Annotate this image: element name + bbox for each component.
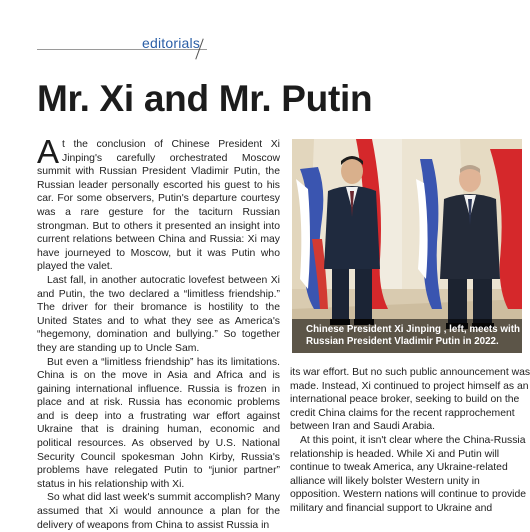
text-line: between Iran and Saudi Arabia. xyxy=(290,421,435,433)
photo-caption xyxy=(306,324,520,348)
article-paragraph xyxy=(37,133,280,274)
article-paragraph: Last fall, in another autocratic lovefest between Xi and Putin, the two declared a “limitless friendship.” The driver for their bromance is hostility to the United States and to what they see as America's “hegemony, domination and bullying.” So together they are standing up to Uncle Sam. xyxy=(37,274,280,354)
text-line: continue to tweak America, any Ukraine-related xyxy=(290,462,508,474)
article-left-column xyxy=(37,133,280,532)
text-line: At this point, it isn't clear where the China-Russia xyxy=(300,434,526,446)
article-paragraph: But even a “limitless friendship” has its limitations. China is on the move in Asia and Africa and is gaining international influence. Russia is frozen in place and at risk. Russia has economic problems and is deep into a frustrating war effort against Ukraine that is draining human, economic and political resources. As observed by U.S. National Security Council spokesman John Kirby, Russia's problems have relegated Putin to “junior partner” status in his relationship with Xi. xyxy=(37,356,280,490)
paragraph-text: t the conclusion of Chinese President Xi Jinping's carefully orchestrated Moscow summit with Russian President Vladimir Putin, the Russian leader personally escorted his guest to his car. For some observers, Putin's departure courtesy was a rare gesture for the taciturn Russian strongman. But to others it presented an insight into current relations between China and Russia: Xi may have journeyed to Moscow, but it was Putin who played the valet. xyxy=(37,139,280,273)
text-line: its war effort. But no such public announcement was xyxy=(290,367,530,378)
caption-line: Russian President Vladimir Putin in 2022. xyxy=(306,336,499,347)
caption-line: Chinese President Xi Jinping , left, meets with xyxy=(306,324,520,335)
article-right-column xyxy=(290,366,530,516)
article-paragraph: So what did last week's summit accomplish? Many assumed that Xi would announce a plan for the delivery of weapons from China to assist Russia in xyxy=(37,492,280,531)
article-headline: Mr. Xi and Mr. Putin xyxy=(37,78,373,119)
section-label[interactable]: editorials xyxy=(142,35,201,51)
text-line: international peace broker, seeking to build on the xyxy=(290,394,520,406)
text-line: made. Instead, Xi continued to project himself as an xyxy=(290,380,529,392)
photo-illustration xyxy=(292,139,522,353)
text-line: military and financial support to Ukraine and xyxy=(290,502,493,514)
text-line: relationship is headed. While Xi and Putin will xyxy=(290,448,500,460)
article-photo xyxy=(292,139,522,353)
text-line: opposition. Western nations will continue to provide xyxy=(290,489,527,501)
text-line: alliance will likely bolster Western unity in xyxy=(290,475,480,487)
text-line: credit China claims for the recent rapprochement xyxy=(290,407,515,419)
drop-cap: A xyxy=(37,133,60,170)
